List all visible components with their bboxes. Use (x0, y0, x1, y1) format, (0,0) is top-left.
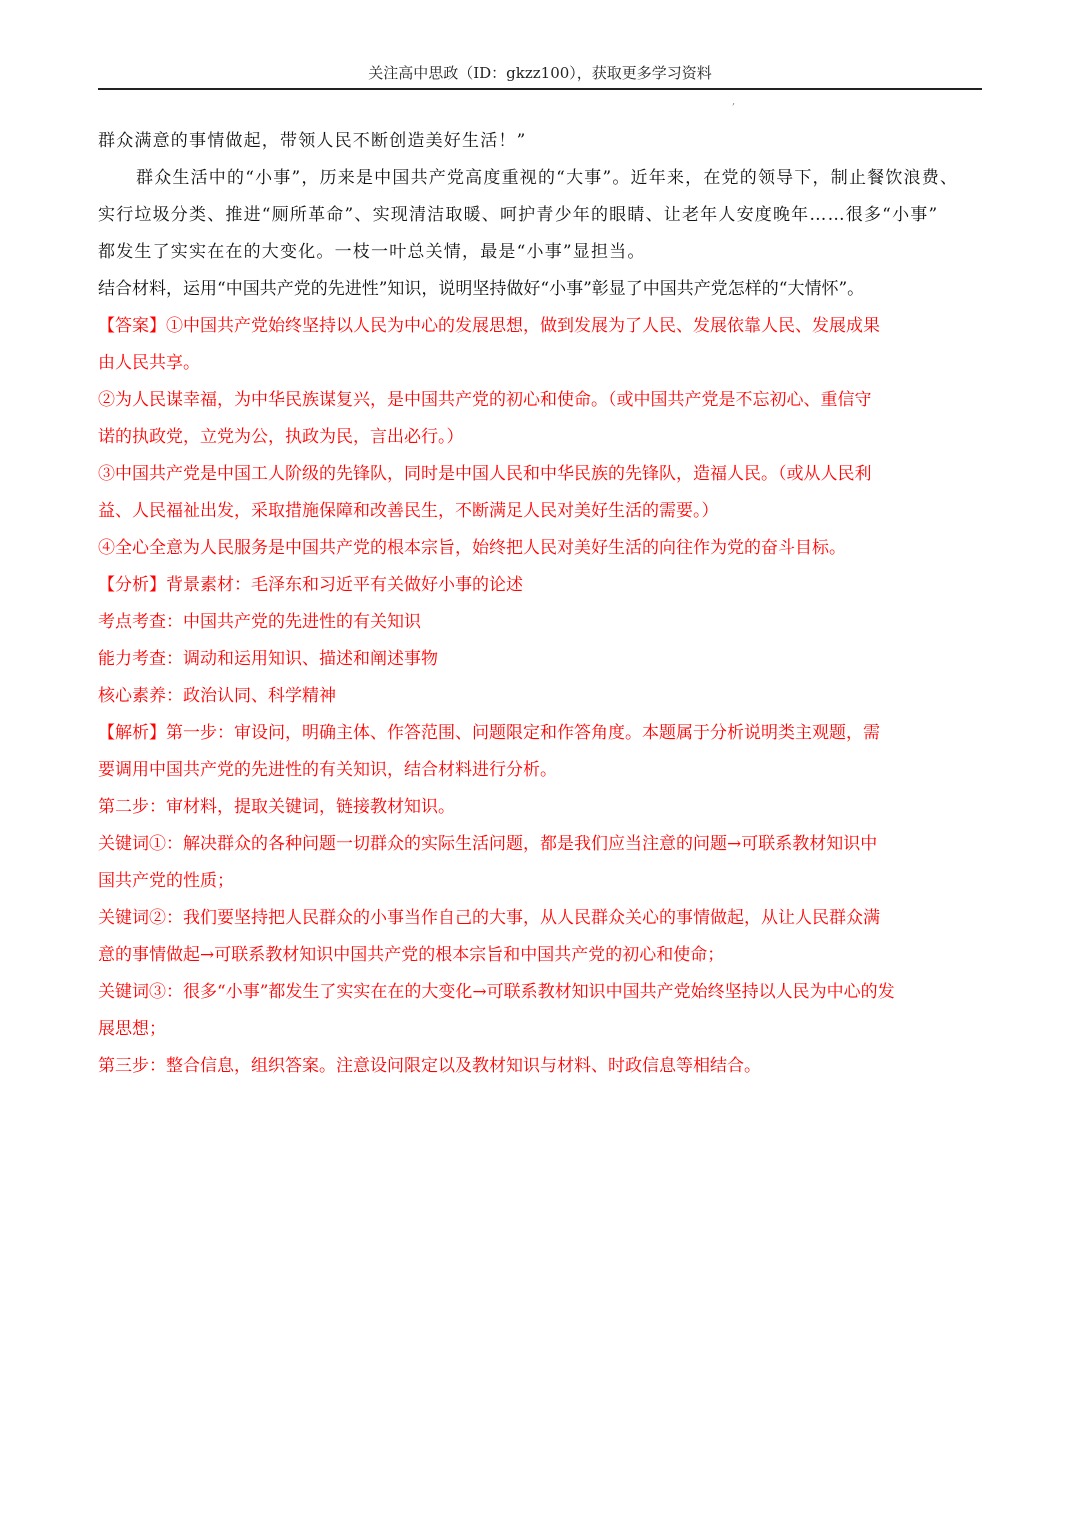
answer-line: 益、人民福祉出发，采取措施保障和改善民生，不断满足人民对美好生活的需要。） (98, 501, 719, 521)
answer-line: ④全心全意为人民服务是中国共产党的根本宗旨，始终把人民对美好生活的向往作为党的奋斗目标。 (98, 538, 846, 558)
analysis-kaodian: 考点考查：中国共产党的先进性的有关知识 (98, 612, 421, 632)
analysis-background: 背景素材：毛泽东和习近平有关做好小事的论述 (166, 575, 523, 595)
analysis-nengli: 能力考查：调动和运用知识、描述和阐述事物 (98, 649, 438, 669)
answer-line: 由人民共享。 (98, 353, 200, 373)
keyword-line: 关键词①：解决群众的各种问题一切群众的实际生活问题，都是我们应当注意的问题→可联系教材知识中 (98, 834, 878, 854)
keyword-line: 关键词②：我们要坚持把人民群众的小事当作自己的大事，从人民群众关心的事情做起，从让人民群众满 (98, 908, 880, 928)
answer-line: ②为人民谋幸福，为中华民族谋复兴，是中国共产党的初心和使命。（或中国共产党是不忘初心、重信守 (98, 390, 872, 410)
answer-line: ③中国共产党是中国工人阶级的先锋队，同时是中国人民和中华民族的先锋队，造福人民。（或从人民利 (98, 464, 872, 484)
page-header (98, 60, 982, 90)
explain-line: 要调用中国共产党的先进性的有关知识，结合材料进行分析。 (98, 760, 557, 780)
question-text: 结合材料，运用“中国共产党的先进性”知识，说明坚持做好“小事”彰显了中国共产党怎样的“大情怀”。 (98, 279, 865, 299)
analysis-line (98, 567, 982, 604)
header-title: 关注高中思政（ID：gkzz100），获取更多学习资料 (368, 64, 712, 82)
explain-tag: 【解析】 (98, 723, 166, 743)
material-line: 都发生了实实在在的大变化。一枝一叶总关情，最是“小事”显担当。 (98, 242, 646, 262)
explain-step3: 第三步：整合信息，组织答案。注意设问限定以及教材知识与材料、时政信息等相结合。 (98, 1056, 761, 1076)
explain-step2: 第二步：审材料，提取关键词，链接教材知识。 (98, 797, 455, 817)
material-line: 群众满意的事情做起，带领人民不断创造美好生活！” (98, 131, 527, 151)
document-body (98, 123, 982, 1085)
explain-line (98, 715, 982, 752)
answer-tag: 【答案】 (98, 316, 166, 336)
keyword-line: 意的事情做起→可联系教材知识中国共产党的根本宗旨和中国共产党的初心和使命； (98, 945, 725, 965)
answer-line (98, 308, 982, 345)
keyword-line: 关键词③：很多“小事”都发生了实实在在的大变化→可联系教材知识中国共产党始终坚持以人民为中心的发 (98, 982, 895, 1002)
explain-step1: 第一步：审设问，明确主体、作答范围、问题限定和作答角度。本题属于分析说明类主观题，需 (166, 723, 880, 743)
header-mark: , (732, 96, 736, 107)
analysis-suyang: 核心素养：政治认同、科学精神 (98, 686, 336, 706)
analysis-tag: 【分析】 (98, 575, 166, 595)
material-line: 群众生活中的“小事”，历来是中国共产党高度重视的“大事”。近年来，在党的领导下，制止餐饮浪费、 (136, 168, 959, 188)
answer-line: 诺的执政党，立党为公，执政为民，言出必行。） (98, 427, 464, 447)
keyword-line: 国共产党的性质； (98, 871, 234, 891)
material-line: 实行垃圾分类、推进“厕所革命”、实现清洁取暖、呵护青少年的眼睛、让老年人安度晚年……很多“小事” (98, 205, 939, 225)
keyword-line: 展思想； (98, 1019, 166, 1039)
answer-text: ①中国共产党始终坚持以人民为中心的发展思想，做到发展为了人民、发展依靠人民、发展成果 (166, 316, 880, 336)
